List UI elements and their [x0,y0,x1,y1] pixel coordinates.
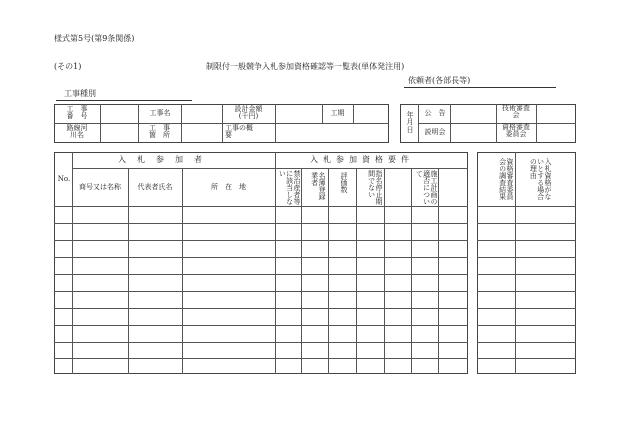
page-title: 制限付一般競争入札参加資格確認等一覧表(単体発注用) [206,62,405,71]
rating-column-label: 評価数 [340,172,348,193]
construction-type-label: 工事種別 [64,89,96,98]
requirements-group-label: 入札参加資格要件 [310,155,414,164]
summary-label: 工事の概 要 [225,124,253,140]
requester-underline [404,87,556,88]
date-label: 年 月 日 [406,111,414,134]
reason-column-label: 入札資格がないとする場合の理由 [529,158,552,200]
bidder-group-label: 入札参加者 [118,155,213,164]
capability-column-label: 施工計画の適否について [415,170,438,205]
bankruptcy-column-label: 禁治産者等に該当しない [278,170,301,205]
company-column-label: 商号又は名称 [79,183,121,191]
period-label: 工期 [330,109,345,117]
location-label: 工 事 箇 所 [149,124,170,140]
project-name-label: 工事名 [149,109,171,117]
committee-result-column-label: 資格審査委員会の調査結果 [498,158,514,200]
qual-review-label: 資格審査 委員会 [502,123,530,139]
project-no-label: 工 事 番 号 [66,105,88,121]
representative-column-label: 代表者氏名 [137,183,173,191]
address-column-label: 所 在 地 [211,183,246,191]
no-column-label: No. [57,175,71,183]
design-amount-label: 設計金額 (千円) [234,105,263,121]
form-part: (その1) [54,62,82,71]
construction-type-underline [56,100,192,101]
requester-label: 依頼者(各部長等) [408,76,471,85]
tech-review-label: 技術審査 会 [502,104,530,120]
suspension-column-label: 指名停止期間でない [367,170,383,205]
announcement-label: 公 告 [424,109,446,117]
route-label: 路線河 川名 [66,124,88,140]
form-number: 様式第5号(第9条関係) [54,34,135,43]
registry-column-label: 名簿登録業者 [310,172,326,200]
briefing-label: 説明会 [424,128,446,136]
